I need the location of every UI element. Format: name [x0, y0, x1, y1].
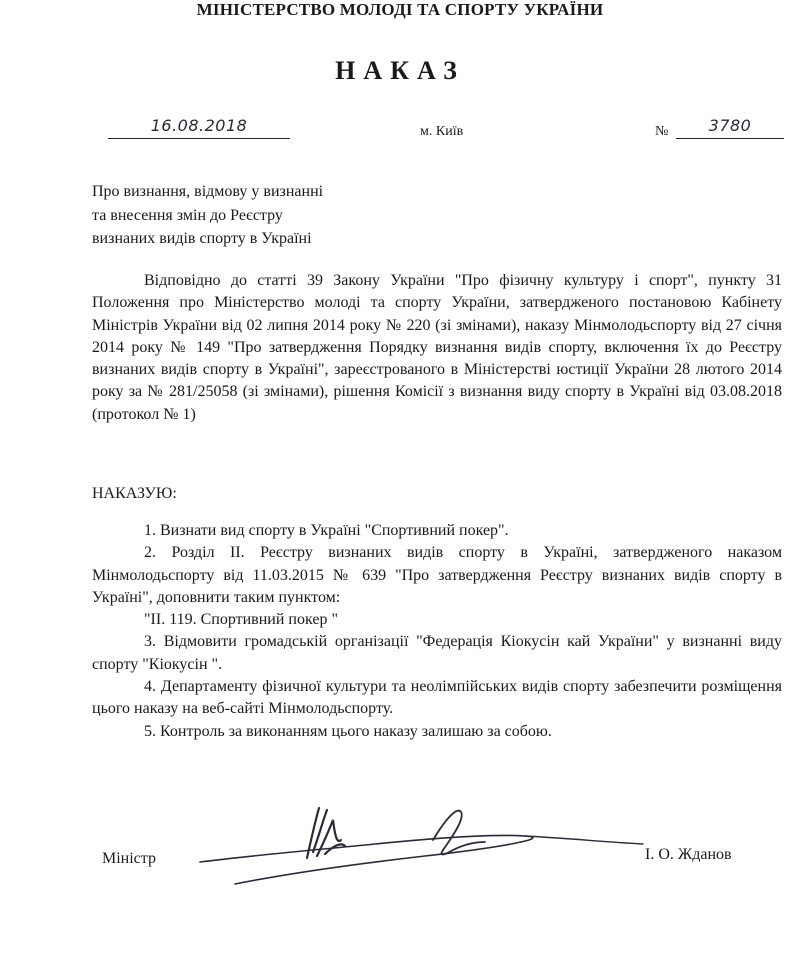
document-number: 3780 — [676, 116, 784, 139]
signatory-title: Міністр — [102, 850, 156, 867]
ministry-name: МІНІСТЕРСТВО МОЛОДІ ТА СПОРТУ УКРАЇНИ — [196, 0, 604, 19]
order-item-2-quote: "II. 119. Спортивний покер " — [144, 611, 338, 629]
document-date: 16.08.2018 — [108, 116, 290, 139]
subject-line-1: Про визнання, відмову у визнанні — [92, 183, 324, 200]
preamble-paragraph: Відповідно до статті 39 Закону України "Про фізичну культуру і спорт", пункту 31 Положення про Міністерство молоді та спорту України, затвердженого постановою Кабінету Міністрів України від 02 липня 2014 року № 220 (зі змінами), наказу Мінмолодьспорту від 27 січня 2014 року № 149 "Про затвердження Порядку визнання видів спорту, включення їх до Реєстру визнаних видів спорту в Україні", зареєстрованого в Міністерстві юстиції України 28 лютого 2014 року за № 281/25058 (зі змінами), рішення Комісії з визнання виду спорту в Україні від 03.08.2018 (протокол № 1) — [92, 272, 782, 423]
handwritten-signature — [195, 800, 645, 900]
subject-line-3: визнаних видів спорту в Україні — [92, 230, 312, 247]
order-items — [92, 520, 782, 743]
order-item-4: 4. Департаменту фізичної культури та неолімпійських видів спорту забезпечити розміщення цього наказу на веб-сайті Мінмолодьспорту. — [92, 678, 782, 718]
order-item-2: 2. Розділ II. Реєстру визнаних видів спорту в Україні, затвердженого наказом Мінмолодьспорту від 11.03.2015 № 639 "Про затвердження Реєстру визнаних видів спорту в Україні", доповнити таким пунктом: — [92, 544, 782, 606]
order-item-3: 3. Відмовити громадській організації "Федерація Кіокусін кай України" у визнанні виду спорту "Кіокусін ". — [92, 633, 782, 673]
number-label: № — [655, 124, 669, 139]
signatory-name: І. О. Жданов — [645, 846, 732, 863]
subject-line-2: та внесення змін до Реєстру — [92, 206, 283, 224]
document-city: м. Київ — [420, 124, 464, 139]
order-item-5: 5. Контроль за виконанням цього наказу залишаю за собою. — [144, 722, 552, 740]
order-heading: НАКАЗУЮ: — [92, 485, 177, 502]
order-item-1: 1. Визнати вид спорту в Україні "Спортивний покер". — [144, 522, 509, 539]
document-type: НАКАЗ — [335, 56, 465, 85]
document-subject — [92, 180, 323, 251]
